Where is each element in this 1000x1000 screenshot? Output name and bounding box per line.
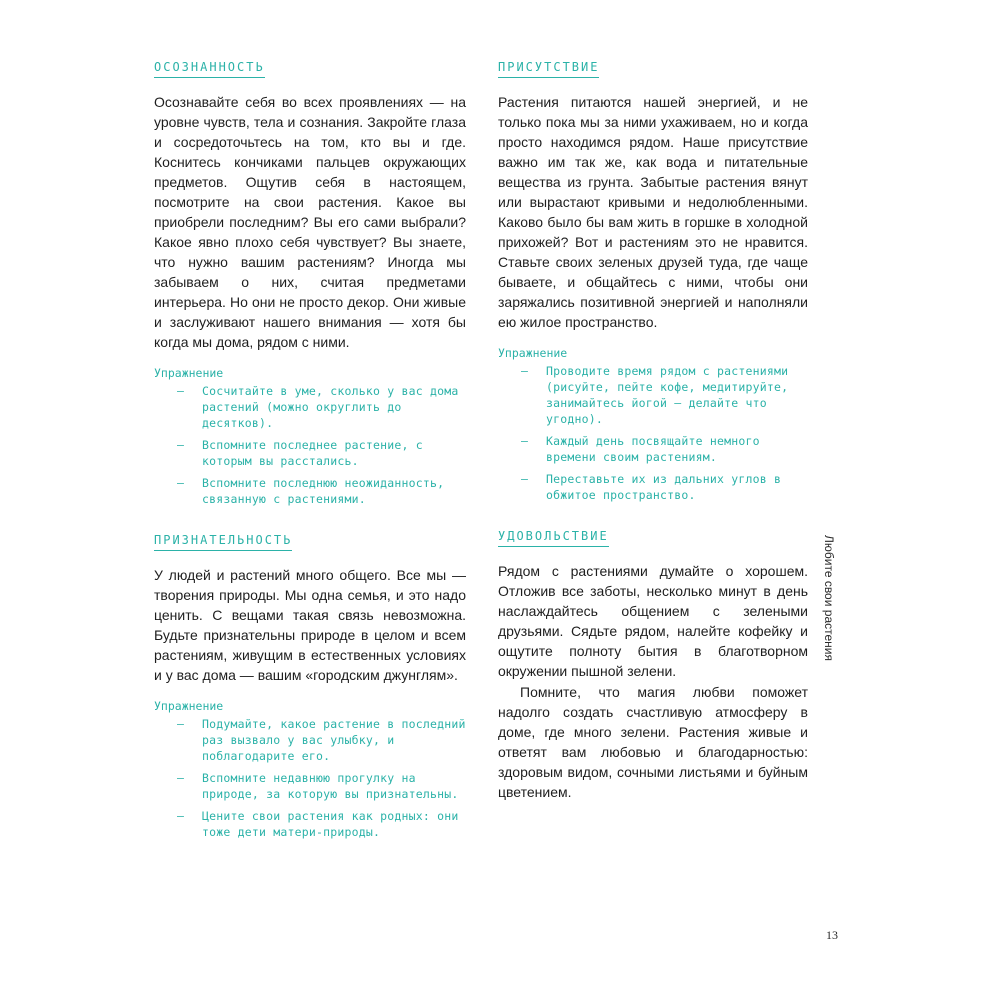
exercise-item [498,471,808,503]
paragraph-presence: Растения питаются нашей энергией, и не только пока мы за ними ухаживаем, но и когда просто находимся рядом. Наше присутствие важно им так же, как вода и питательные вещества из грунта. Забытые растения вянут или вырастают кривыми и недолюбленными. Каково было бы вам жить в горшке в холодной прихожей? Вот и растениям это не нравится. Ставьте своих зеленых друзей туда, где чаще бываете, и общайтесь с ними, чтобы они заряжались позитивной энергией и наполняли ею жилое пространство. [498,94,808,330]
exercise-item [154,437,466,469]
exercise-list [154,383,466,507]
dash-marker: — [521,472,529,486]
paragraph-pleasure-continued: Помните, что магия любви поможет надолго создать счастливую атмосферу в доме, где много зелени. Растения живые и ответят вам любовью и благодарностью: здоровым видом, сочными листьями и буйным цветением. [498,684,808,800]
section-awareness [154,58,466,507]
section-pleasure [498,527,808,802]
exercise-text: Вспомните последнее растение, с которым вы расстались. [202,438,423,468]
exercise-list [154,716,466,840]
exercise-text: Вспомните недавнюю прогулку на природе, за которую вы признательны. [202,771,459,801]
exercise-item [154,475,466,507]
dash-marker: — [177,809,185,823]
dash-marker: — [177,476,185,490]
page-number: 13 [826,928,838,942]
running-title-vertical: Любите свои растения [822,535,836,661]
exercise-text: Проводите время рядом с растениями (рисуйте, пейте кофе, медитируйте, занимайтесь йогой — делайте что угодно). [546,364,789,426]
exercise-text: Вспомните последнюю неожиданность, связанную с растениями. [202,476,445,506]
section-heading-awareness: ОСОЗНАННОСТЬ [154,60,265,78]
exercise-item [154,770,466,802]
paragraph-awareness: Осознавайте себя во всех проявлениях — на уровне чувств, тела и сознания. Закройте глаза и сосредоточьтесь на том, кто вы и где. Коснитесь кончиками пальцев окружающих предметов. Ощутив себя в настоящем, посмотрите на свои растения. Какое вы приобрели последним? Вы его сами выбрали? Какое явно плохо себя чувствует? Вы знаете, что нужно вашим растениям? Иногда мы забываем о них, считая предметами интерьера. Но они не просто декор. Они живые и заслуживают нашего внимания — хотя бы когда мы дома, рядом с ними. [154,94,466,350]
exercise-text: Подумайте, какое растение в последний раз вызвало у вас улыбку, и поблагодарите его. [202,717,466,763]
exercise-item [154,716,466,764]
exercise-item [498,363,808,427]
section-presence [498,58,808,503]
exercise-list [498,363,808,503]
exercise-text: Сосчитайте в уме, сколько у вас дома растений (можно округлить до десятков). [202,384,459,430]
section-heading-gratitude: ПРИЗНАТЕЛЬНОСТЬ [154,533,292,551]
dash-marker: — [521,364,529,378]
exercise-item [154,383,466,431]
exercise-item [154,808,466,840]
section-gratitude [154,531,466,840]
exercise-title: Упражнение [498,346,568,360]
exercise-text: Переставьте их из дальних углов в обжитое пространство. [546,472,782,502]
dash-marker: — [177,717,185,731]
section-heading-presence: ПРИСУТСТВИЕ [498,60,599,78]
dash-marker: — [177,384,185,398]
exercise-text: Цените свои растения как родных: они тоже дети матери-природы. [202,809,459,839]
paragraph-pleasure: Рядом с растениями думайте о хорошем. Отложив все заботы, несколько минут в день наслаждайтесь общением с зелеными друзьями. Сядьте рядом, налейте кофейку и ощутите полноту бытия в благотворном окружении пышной зелени. [498,563,808,679]
exercise-title: Упражнение [154,699,224,713]
left-column [154,58,466,846]
dash-marker: — [177,438,185,452]
exercise-title: Упражнение [154,366,224,380]
section-heading-pleasure: УДОВОЛЬСТВИЕ [498,529,609,547]
dash-marker: — [521,434,529,448]
dash-marker: — [177,771,185,785]
exercise-text: Каждый день посвящайте немного времени своим растениям. [546,434,760,464]
exercise-item [498,433,808,465]
right-column [498,58,808,802]
paragraph-gratitude: У людей и растений много общего. Все мы — творения природы. Мы одна семья, и это надо ценить. С вещами такая связь невозможна. Будьте признательны природе в целом и всем растениям, живущим в естественных условиях и у вас дома — вашим «городским джунглям». [154,567,466,683]
